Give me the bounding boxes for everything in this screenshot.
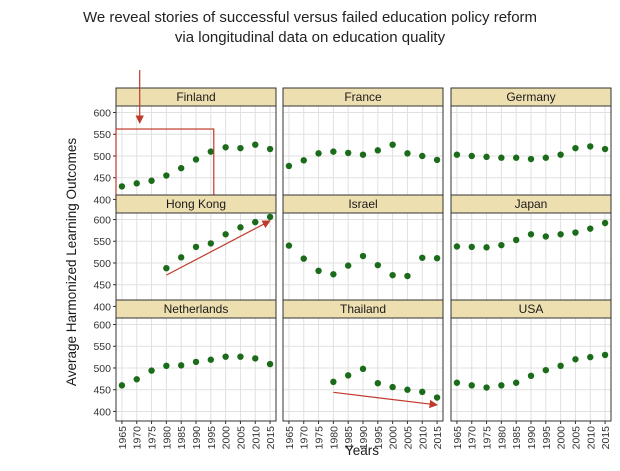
data-point-usa — [572, 356, 578, 362]
data-point-hong-kong — [178, 254, 184, 260]
y-tick-label: 600 — [93, 107, 111, 120]
x-tick-label: 1980 — [496, 426, 509, 450]
data-point-usa — [557, 363, 563, 369]
data-point-thailand — [404, 387, 410, 393]
data-point-netherlands — [148, 367, 154, 373]
data-point-thailand — [419, 389, 425, 395]
x-tick-label: 1995 — [372, 426, 385, 450]
x-tick-label: 2000 — [555, 426, 568, 450]
facet-label-usa: USA — [518, 302, 544, 316]
y-tick-label: 450 — [93, 279, 111, 292]
data-point-thailand — [375, 380, 381, 386]
data-point-japan — [543, 233, 549, 239]
data-point-israel — [434, 255, 440, 261]
x-tick-label: 1995 — [205, 426, 218, 450]
chart-title-line-2: via longitudinal data on education quality — [174, 29, 446, 46]
data-point-germany — [483, 154, 489, 160]
chart-title-line-1: We reveal stories of successful versus failed education policy reform — [82, 9, 538, 26]
data-point-israel — [375, 262, 381, 268]
data-point-israel — [345, 262, 351, 268]
facet-label-netherlands: Netherlands — [163, 302, 229, 316]
data-point-israel — [330, 271, 336, 277]
facet-label-israel: Israel — [348, 197, 378, 211]
data-point-japan — [454, 243, 460, 249]
data-point-usa — [498, 382, 504, 388]
data-point-france — [389, 141, 395, 147]
data-point-france — [419, 153, 425, 159]
facet-label-hong-kong: Hong Kong — [165, 197, 227, 211]
data-point-israel — [301, 255, 307, 261]
data-point-finland — [252, 141, 258, 147]
x-tick-label: 2005 — [402, 426, 415, 450]
data-point-hong-kong — [237, 224, 243, 230]
data-point-france — [315, 150, 321, 156]
x-axis-title: Years — [344, 443, 380, 458]
data-point-netherlands — [237, 353, 243, 359]
y-tick-label: 400 — [93, 301, 111, 314]
data-point-thailand — [389, 384, 395, 390]
x-tick-label: 1965 — [283, 426, 296, 450]
data-point-usa — [528, 373, 534, 379]
data-point-japan — [602, 220, 608, 226]
data-point-netherlands — [252, 355, 258, 361]
x-tick-label: 2015 — [265, 426, 278, 450]
data-point-netherlands — [208, 357, 214, 363]
data-point-hong-kong — [163, 265, 169, 271]
data-point-finland — [222, 144, 228, 150]
x-tick-label: 1965 — [116, 426, 129, 450]
facet-label-thailand: Thailand — [339, 302, 387, 316]
data-point-france — [330, 148, 336, 154]
data-point-israel — [404, 273, 410, 279]
data-point-japan — [469, 244, 475, 250]
data-point-israel — [360, 253, 366, 259]
x-tick-label: 2005 — [235, 426, 248, 450]
x-tick-label: 1975 — [313, 426, 326, 450]
data-point-germany — [572, 145, 578, 151]
x-tick-label: 1985 — [343, 426, 356, 450]
data-point-thailand — [360, 366, 366, 372]
data-point-france — [434, 157, 440, 163]
x-tick-label: 1985 — [176, 426, 189, 450]
y-tick-label: 550 — [93, 236, 111, 249]
y-tick-label: 550 — [93, 129, 111, 142]
y-tick-label: 500 — [93, 257, 111, 270]
data-point-france — [345, 150, 351, 156]
x-tick-label: 1990 — [526, 426, 538, 450]
x-tick-label: 1970 — [298, 426, 311, 450]
data-point-usa — [454, 380, 460, 386]
facet-label-france: France — [344, 90, 382, 104]
data-point-netherlands — [222, 353, 228, 359]
x-tick-label: 1965 — [451, 426, 464, 450]
y-tick-label: 600 — [93, 319, 111, 332]
data-point-usa — [483, 384, 489, 390]
data-point-netherlands — [193, 359, 199, 365]
x-tick-label: 2010 — [250, 426, 263, 450]
x-tick-label: 1990 — [358, 426, 370, 450]
data-point-hong-kong — [267, 214, 273, 220]
x-tick-label: 1990 — [191, 426, 203, 450]
y-axis-title: Average Harmonized Learning Outcomes — [64, 137, 79, 387]
y-tick-label: 450 — [93, 384, 111, 397]
y-tick-label: 450 — [93, 172, 111, 185]
y-tick-label: 400 — [93, 194, 111, 207]
x-tick-label: 2000 — [387, 426, 400, 450]
y-tick-label: 500 — [93, 150, 111, 163]
data-point-hong-kong — [193, 244, 199, 250]
data-point-finland — [134, 180, 140, 186]
data-point-netherlands — [178, 362, 184, 368]
data-point-germany — [513, 155, 519, 161]
data-point-germany — [587, 143, 593, 149]
data-point-japan — [587, 225, 593, 231]
data-point-germany — [454, 151, 460, 157]
data-point-japan — [483, 244, 489, 250]
data-point-finland — [178, 165, 184, 171]
data-point-france — [375, 147, 381, 153]
x-tick-label: 1980 — [328, 426, 341, 450]
x-tick-label: 1985 — [511, 426, 524, 450]
data-point-hong-kong — [252, 219, 258, 225]
data-point-usa — [543, 367, 549, 373]
data-point-thailand — [345, 372, 351, 378]
data-point-netherlands — [134, 376, 140, 382]
data-point-finland — [237, 145, 243, 151]
data-point-thailand — [330, 379, 336, 385]
x-tick-label: 1975 — [481, 426, 494, 450]
facet-label-japan: Japan — [514, 197, 548, 211]
data-point-germany — [602, 146, 608, 152]
data-point-usa — [469, 382, 475, 388]
data-point-japan — [513, 237, 519, 243]
data-point-israel — [315, 268, 321, 274]
data-point-finland — [148, 178, 154, 184]
data-point-germany — [498, 155, 504, 161]
data-point-usa — [602, 352, 608, 358]
data-point-finland — [193, 156, 199, 162]
data-point-france — [360, 151, 366, 157]
x-tick-label: 2010 — [417, 426, 430, 450]
data-point-hong-kong — [222, 231, 228, 237]
x-tick-label: 1980 — [161, 426, 174, 450]
data-point-japan — [498, 242, 504, 248]
data-point-finland — [208, 148, 214, 154]
data-point-netherlands — [163, 363, 169, 369]
data-point-hong-kong — [208, 240, 214, 246]
data-point-israel — [419, 255, 425, 261]
x-tick-label: 1970 — [131, 426, 144, 450]
data-point-germany — [543, 155, 549, 161]
y-tick-label: 400 — [93, 406, 111, 419]
data-point-finland — [119, 183, 125, 189]
y-tick-label: 600 — [93, 214, 111, 227]
x-tick-label: 1995 — [540, 426, 553, 450]
data-point-finland — [267, 146, 273, 152]
data-point-japan — [528, 231, 534, 237]
y-tick-label: 500 — [93, 362, 111, 375]
y-tick-label: 550 — [93, 341, 111, 354]
x-tick-label: 2005 — [570, 426, 583, 450]
data-point-thailand — [434, 394, 440, 400]
x-tick-label: 2015 — [432, 426, 445, 450]
x-tick-label: 1975 — [146, 426, 159, 450]
data-point-netherlands — [119, 382, 125, 388]
data-point-israel — [389, 272, 395, 278]
x-tick-label: 2015 — [600, 426, 613, 450]
data-point-germany — [557, 151, 563, 157]
facet-label-finland: Finland — [176, 90, 216, 104]
data-point-germany — [528, 156, 534, 162]
data-point-france — [286, 163, 292, 169]
data-point-japan — [572, 229, 578, 235]
data-point-finland — [163, 172, 169, 178]
x-tick-label: 1970 — [466, 426, 479, 450]
facet-label-germany: Germany — [506, 90, 556, 104]
data-point-israel — [286, 242, 292, 248]
x-tick-label: 2010 — [585, 426, 598, 450]
data-point-japan — [557, 231, 563, 237]
data-point-france — [301, 157, 307, 163]
data-point-germany — [469, 153, 475, 159]
x-tick-label: 2000 — [220, 426, 233, 450]
data-point-usa — [513, 380, 519, 386]
data-point-usa — [587, 354, 593, 360]
data-point-france — [404, 150, 410, 156]
data-point-netherlands — [267, 361, 273, 367]
